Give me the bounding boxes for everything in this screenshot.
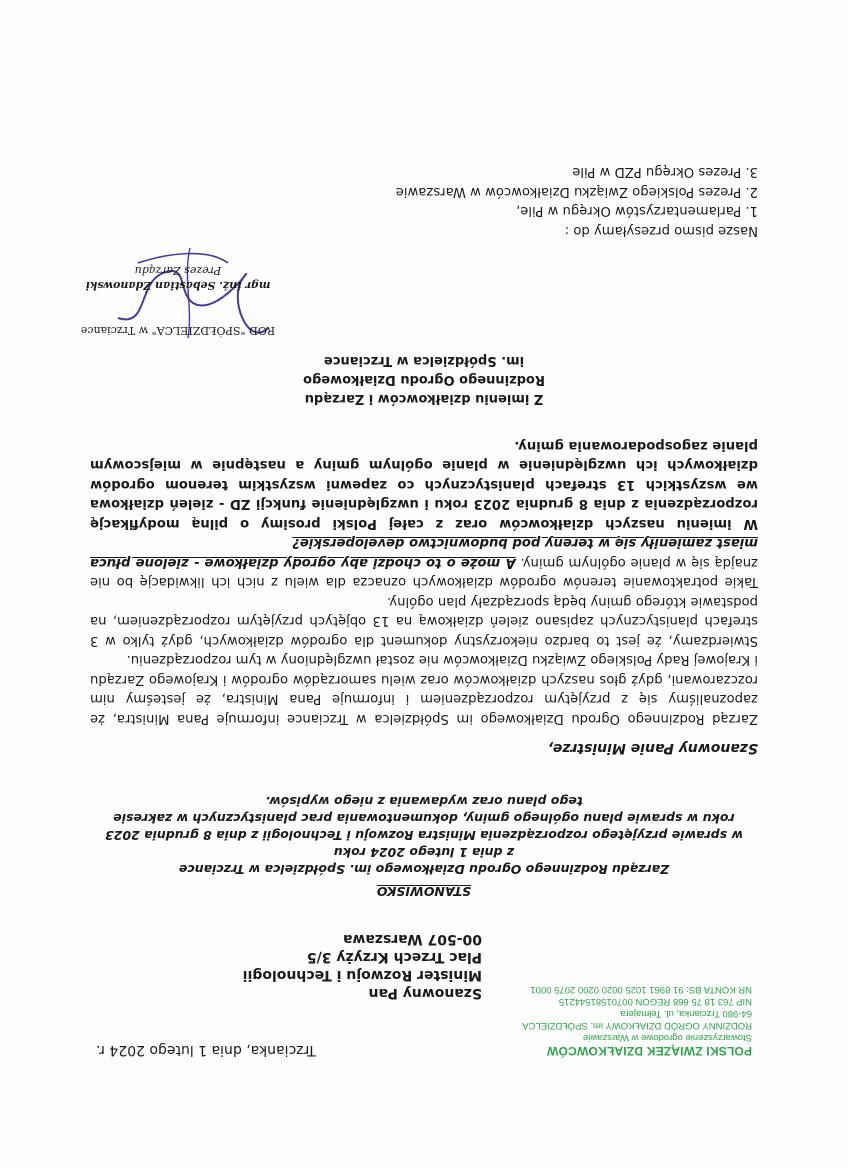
letter-body — [90, 436, 758, 729]
stamp-line: 64-980 Trzcianka, ul. Tełmajera — [620, 1008, 752, 1019]
signoff-block — [300, 351, 548, 408]
recipient-item: 3. Prezes Okręgu PZD w Pile — [572, 164, 758, 180]
recipient-item: 1. Parlamentarzystów Okręgu w Pile, — [516, 203, 758, 219]
letter-date: Trzcianka, dnia 1 lutego 2024 r. — [96, 1042, 316, 1058]
subtitle-line: tego planu oraz wydawania z niego wypisów. — [265, 794, 583, 809]
document-subtitle — [90, 793, 758, 878]
body-paragraph — [90, 533, 758, 592]
recipients-heading: Nasze pismo przesyłamy do : — [564, 223, 758, 238]
recipient-item: 2. Prezes Polskiego Związku Działkowców w Warszawie — [395, 184, 758, 199]
addressee-line: Plac Trzech Krzyży 3/5 — [306, 949, 482, 965]
subtitle-line: w sprawie przyjętego rozporządzenia Ministra Rozwoju i Technologii z dnia 8 grudnia 2023 — [105, 828, 743, 843]
stamp-line: RODZINNY OGRÓD DZIAŁKOWY im. SPÓŁDZIELCA — [522, 1020, 752, 1031]
emphasized-question: A może o to chodzi aby ogrody działkowe - zielone płuca miast zamieniły się w tereny pod budownictwo developerskie? — [90, 535, 758, 570]
title-text: STANOWISKO — [376, 884, 472, 899]
salutation: Szanowny Panie Ministrze, — [547, 740, 758, 756]
stamp-line: NR KONTA BS: 91 8961 1025 0020 0200 2075 0001 — [530, 984, 752, 995]
stamp-line: POLSKI ZWIĄZEK DZIAŁKOWCÓW — [546, 1044, 752, 1058]
signoff-line: Z imieniu działkowców i Zarządu — [304, 391, 544, 406]
addressee-line: Minister Rozwoju i Technologii — [242, 967, 482, 983]
addressee-line: Szanowny Pan — [368, 985, 482, 1001]
subtitle-line: z dnia 1 lutego 2024 roku — [333, 845, 515, 860]
document-title — [90, 883, 758, 900]
stamp-line: NIP 763 18 75 668 REGON 00701581544215 — [558, 996, 752, 1007]
signoff-line: Rodzinnego Ogrodu Działkowego — [303, 372, 545, 387]
association-stamp — [522, 983, 752, 1058]
addressee-line: 00-507 Warszawa — [343, 931, 482, 947]
signature-stamp — [78, 263, 278, 338]
signer-name: mgr inż. Sebastian Żdanowski — [85, 279, 271, 292]
subtitle-line: Zarządu Rodzinnego Ogrodu Działkowego im. Spółdzielca w Trzciance — [178, 862, 670, 877]
recipients-list — [396, 162, 758, 240]
body-text: Takie potraktowanie terenów ogrodów działkowych oznacza dla wielu z nich ich likwidację bo nie znajdą się w planie ogólnym gminy. — [90, 555, 758, 590]
stamp-org: ROD "SPÓŁDZIELCA" w Trzciance — [80, 324, 276, 337]
signer-role: Prezes Zarządu — [134, 264, 222, 277]
addressee-block — [243, 930, 482, 1002]
stamp-line: Stowarzyszenie ogrodowe w Warszawie — [582, 1032, 752, 1043]
signoff-line: im. Spółdzielca w Trzciance — [323, 353, 525, 368]
body-paragraph-request: W imieniu naszych działkowców oraz z całej Polski prosimy o pilną modyfikację rozporządzenia z dnia 8 grudnia 2023 roku i uwzględnienie funkcji ZD - zieleń działkowa we wszystkich 13 strefach planistycznych co zapewni wszystkim terenom ogrodów działkowych ich uwzględnienie w planie ogólnym gminy a następnie w miejscowym planie zagospodarowania gminy. — [90, 438, 758, 531]
subtitle-line: roku w sprawie planu ogólnego gminy, dokumentowania prac planistycznych w zakresie — [113, 811, 735, 826]
body-paragraph: Stwierdzamy, że jest to bardzo niekorzystny dokument dla ogrodów działkowych, gdyż tylko w 3 strefach planistycznych zapisano zieleń działkową na 13 objętych przyjętym rozporządzeniem, na podstawie którego gminy będą sporządzały plan ogólny. — [90, 594, 758, 648]
body-paragraph: Zarząd Rodzinnego Ogrodu Działkowego im Spółdzielca w Trzciance informuje Pana Ministra, że zapoznaliśmy się z przyjętym rozporządzeniem i informuje Pana Ministra, że jesteśmy nim rozczarowani, gdyż głos naszych działkowców oraz wielu samorządów ogrodów i Krajowego Zarządu i Krajowej Rady Polskiego Związku Działkowców nie został uwzględniony w tym rozporządzeniu. — [90, 652, 758, 726]
